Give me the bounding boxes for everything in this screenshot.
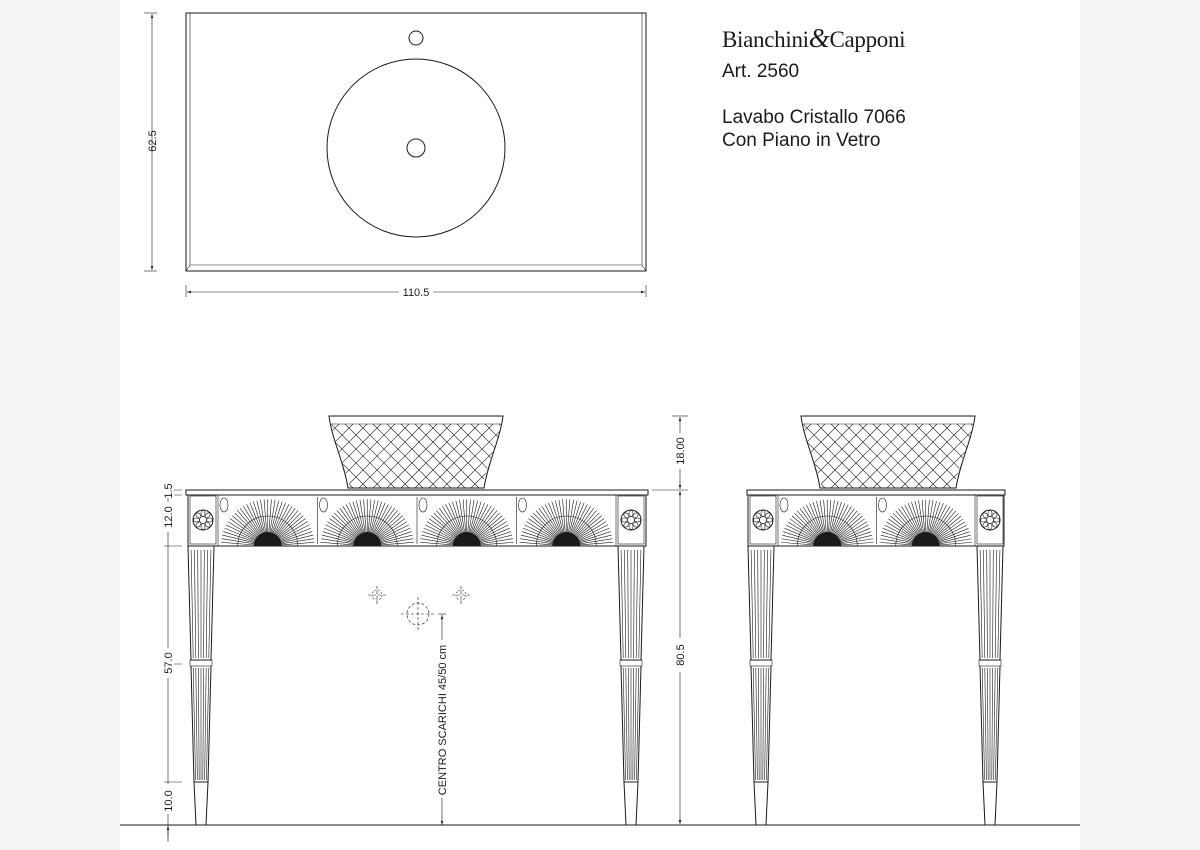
brand-name-right: Capponi: [829, 27, 906, 52]
foot-dimension: 10.0: [163, 790, 175, 812]
drain-hole: [407, 139, 425, 157]
depth-dimension: 62.5: [147, 130, 159, 152]
brand-ampersand: &: [808, 23, 830, 53]
product-name: Lavabo Cristallo 7066: [722, 107, 906, 128]
brand-name-left: Bianchini: [722, 27, 809, 52]
product-description: Con Piano in Vetro: [722, 130, 881, 151]
basin-lattice: [219, 424, 605, 488]
basin-front: [329, 416, 503, 488]
countertop-front: [186, 490, 648, 495]
basin-height-dimension: 18.00: [675, 437, 687, 465]
top-thickness-dimension: 1.5: [163, 483, 175, 499]
basin-side-lattice: [691, 424, 1077, 488]
frieze-side: [748, 495, 1004, 546]
frieze-side-fans: [780, 497, 972, 546]
countertop-side: [747, 490, 1005, 495]
side-view: [691, 416, 1077, 825]
top-view: [144, 13, 646, 299]
frieze-fans: [220, 497, 613, 546]
upper-leg-dimension: 57.0: [163, 652, 175, 674]
drain-center-note: CENTRO SCARICHI 45/50 cm: [437, 644, 449, 796]
countertop-outline: [186, 13, 646, 271]
side-legs: [748, 546, 1003, 825]
right-dimension-chain: [652, 416, 688, 825]
tap-hole: [409, 31, 423, 45]
article-number: Art. 2560: [722, 61, 800, 82]
basin-side: [801, 416, 975, 488]
drain-symbols: [368, 586, 470, 631]
left-dimension-chain: [161, 478, 182, 842]
width-dimension: 110.5: [402, 287, 430, 299]
brand-logo: [722, 23, 905, 54]
basin-circle: [327, 59, 505, 237]
legs: [188, 546, 644, 825]
frieze-height-dimension: 12.0: [163, 506, 175, 528]
front-view: [161, 416, 688, 842]
total-height-dimension: 80.5: [675, 644, 687, 666]
